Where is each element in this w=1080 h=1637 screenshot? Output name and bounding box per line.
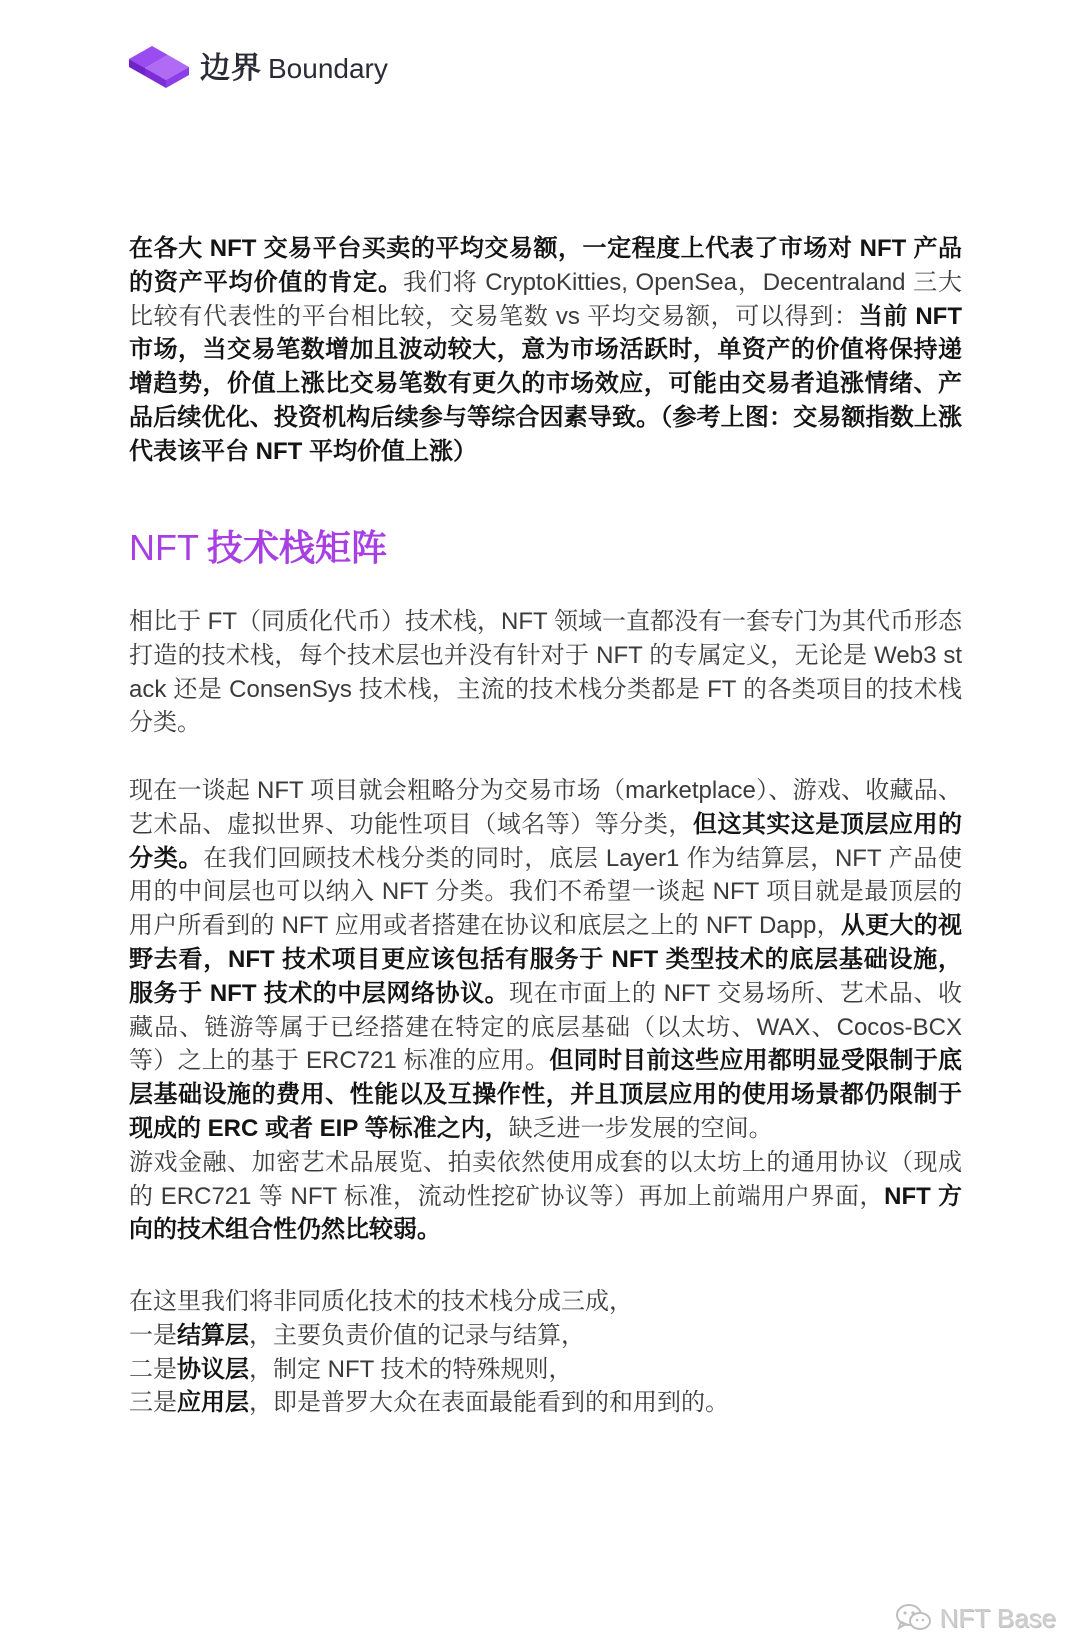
brand-name	[200, 43, 388, 87]
paragraph-2-emphasis: 但这其实这是顶层应用的分类。	[129, 810, 963, 872]
paragraph-2-emphasis: 但同时目前这些应用都明显受限制于底层基础设施的费用、性能以及互操作性，并且顶层应用的使用场景都仍限制于现成的 ERC 或者 EIP 等标准之内，	[129, 1047, 962, 1142]
layer-prefix: 三是	[129, 1389, 177, 1417]
section-heading	[129, 525, 387, 571]
body-paragraph-1: 相比于 FT（同质化代币）技术栈，NFT 领域一直都没有一套专门为其代币形态打造的技术栈，每个技术层也并没有针对于 NFT 的专属定义，无论是 Web3 stack 还是 ConsenSys 技术栈，主流的技术栈分类都是 FT 的各类项目的技术栈分类。	[129, 608, 962, 737]
paragraph-2-text: 缺乏进一步发展的空间。	[508, 1114, 773, 1142]
layer-item-protocol	[129, 1353, 962, 1387]
layers-intro: 在这里我们将非同质化技术的技术栈分成三成，	[129, 1288, 633, 1315]
intro-conclusion-text: 当前 NFT 市场，当交易笔数增加且波动较大，意为市场活跃时，单资产的价值将保持递增趋势，价值上涨比交易笔数有更久的市场效应，可能由交易者追涨情绪、产品后续优化、投资机构后续参与等综合因素导致。（参考上图：交易额指数上涨代表该平台 NFT 平均价值上涨）	[129, 302, 962, 465]
intro-bold-text: 在各大 NFT 交易平台买卖的平均交易额，一定程度上代表了市场对 NFT 产品的资产平均价值的肯定。	[129, 235, 962, 296]
intro-paragraph	[129, 232, 962, 469]
layer-desc: ，即是普罗大众在表面最能看到的和用到的。	[249, 1389, 729, 1417]
section-heading-prefix: NFT	[129, 527, 199, 568]
body-paragraph-2	[129, 774, 962, 1247]
brand-name-en: Boundary	[268, 53, 388, 84]
brand-name-cn: 边界	[200, 52, 262, 85]
boundary-logo-icon	[126, 38, 192, 92]
paragraph-2-emphasis: 从更大的视野去看，NFT 技术项目更应该包括有服务于 NFT 类型技术的底层基础设施，服务于 NFT 技术的中层网络协议。	[129, 912, 963, 1007]
layer-prefix: 二是	[129, 1355, 177, 1383]
paragraph-2-text: 在我们回顾技术栈分类的同时，底层 Layer1 作为结算层，NFT 产品使用的中间层也可以纳入 NFT 分类。我们不希望一谈起 NFT 项目就是最顶层的用户所看到的 NFT 应用或者搭建在协议和底层之上的 NFT Dapp，	[129, 844, 962, 940]
intro-text: 我们将 CryptoKitties, OpenSea，Decentraland 三大比较有代表性的平台相比较，交易笔数 vs 平均交易额，可以得到：	[129, 268, 963, 330]
paragraph-2-text: 游戏金融、加密艺术品展览、拍卖依然使用成套的以太坊上的通用协议（现成的 ERC721 等 NFT 标准，流动性挖矿协议等）再加上前端用户界面，	[129, 1148, 962, 1210]
layer-name: 协议层	[177, 1355, 249, 1383]
paragraph-2-text: 现在一谈起 NFT 项目就会粗略分为交易市场（marketplace）、游戏、收藏品、艺术品、虚拟世界、功能性项目（域名等）等分类，	[129, 777, 962, 838]
paragraph-2-emphasis: NFT 方向的技术组合性仍然比较弱。	[129, 1182, 962, 1244]
layer-desc: ，制定 NFT 技术的特殊规则，	[249, 1355, 573, 1383]
watermark	[895, 1602, 1056, 1634]
tech-stack-layers	[129, 1285, 962, 1420]
layer-item-settlement	[129, 1319, 962, 1353]
layer-name: 结算层	[177, 1321, 249, 1349]
brand-logo	[126, 38, 388, 92]
layer-desc: ，主要负责价值的记录与结算，	[249, 1321, 585, 1349]
layer-prefix: 一是	[129, 1321, 177, 1349]
layer-item-application	[129, 1386, 962, 1420]
paragraph-2-text: 现在市面上的 NFT 交易场所、艺术品、收藏品、链游等属于已经搭建在特定的底层基础（以太坊、WAX、Cocos-BCX 等）之上的基于 ERC721 标准的应用。	[129, 979, 962, 1075]
layer-name: 应用层	[177, 1389, 249, 1417]
section-heading-title: 技术栈矩阵	[206, 527, 387, 568]
watermark-text: NFT Base	[939, 1602, 1056, 1633]
wechat-icon	[895, 1603, 933, 1633]
